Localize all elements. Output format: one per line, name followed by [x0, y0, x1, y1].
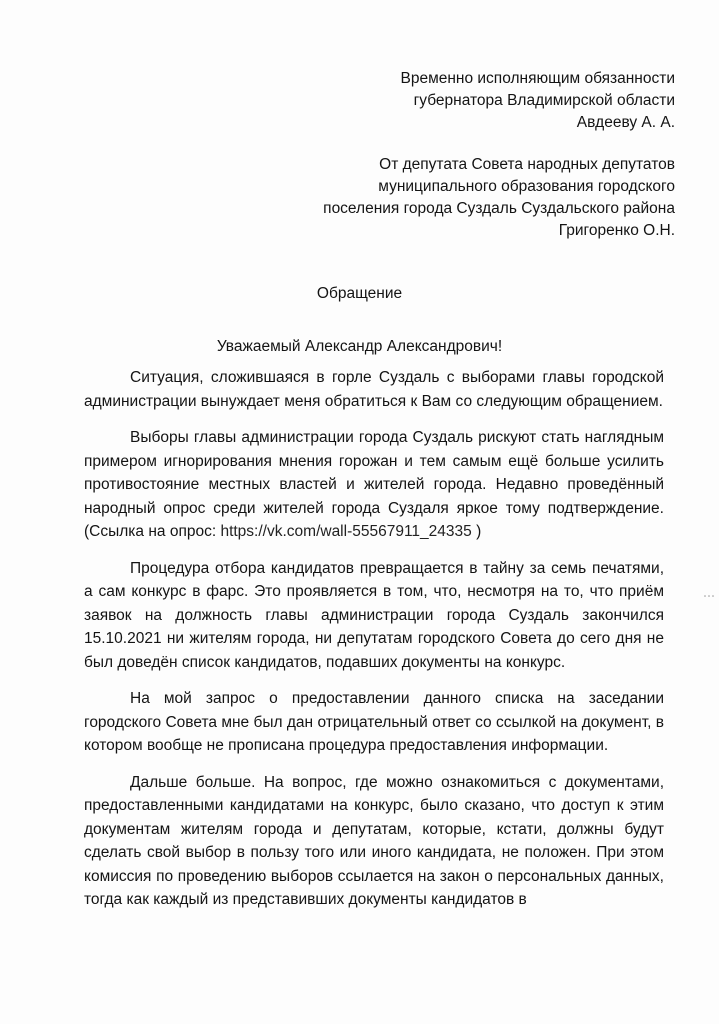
- sender-block: [323, 154, 675, 242]
- survey-link[interactable]: https://vk.com/wall-55567911_24335: [220, 523, 472, 540]
- sender-line-3: поселения города Суздаль Суздальского района: [323, 200, 675, 217]
- paragraph-2: [84, 426, 664, 544]
- scan-speck: [703, 590, 715, 594]
- addressee-line-2: губернатора Владимирской области: [413, 92, 675, 109]
- sender-line-2: муниципального образования городского: [378, 178, 675, 195]
- document-title: Обращение: [316, 285, 403, 302]
- paragraph-4: На мой запрос о предоставлении данного списка на заседании городского Совета мне был дан отрицательный ответ со ссылкой на документ, в котором вообще не прописана процедура предоставления информации.: [84, 690, 664, 754]
- addressee-line-3: Авдееву А. А.: [576, 114, 675, 131]
- greeting: Уважаемый Александр Александрович!: [216, 338, 503, 355]
- paragraph-5: Дальше больше. На вопрос, где можно ознакомиться с документами, предоставленными кандидатами на конкурс, было сказано, что доступ к этим документам жителям города и депутатам, которые, кстати, должны будут сделать свой выбор в пользу того или иного кандидата, не положен. При этом комиссия по проведению выборов ссылается на закон о персональных данных, тогда как каждый из представивших документы кандидатов в: [84, 773, 664, 908]
- sender-line-4: Григоренко О.Н.: [558, 222, 675, 239]
- paragraph-2-text: Выборы главы администрации города Суздаль рискуют стать наглядным примером игнорирования мнения горожан и тем самым ещё больше усилить противостояние местных властей и жителей города. Недавно проведённый народный опрос среди жителей города Суздаля яркое тому подтверждение. (Ссылка на опрос:: [84, 429, 664, 540]
- addressee-block: [400, 68, 675, 134]
- paragraph-3: Процедура отбора кандидатов превращается в тайну за семь печатями, а сам конкурс в фарс. Это проявляется в том, что, несмотря на то, что приём заявок на должность главы администрации города Суздаль закончился 15.10.2021 ни жителям города, ни депутатам городского Совета до сего дня не был доведён список кандидатов, подавших документы на конкурс.: [84, 559, 664, 671]
- paragraph-1: Ситуация, сложившаяся в горле Суздаль с выборами главы городской администрации вынуждает меня обратиться к Вам со следующим обращением.: [84, 369, 664, 410]
- letter-body: [84, 366, 664, 925]
- sender-line-1: От депутата Совета народных депутатов: [379, 156, 675, 173]
- addressee-line-1: Временно исполняющим обязанности: [400, 70, 675, 87]
- paragraph-2-end: ): [471, 523, 482, 540]
